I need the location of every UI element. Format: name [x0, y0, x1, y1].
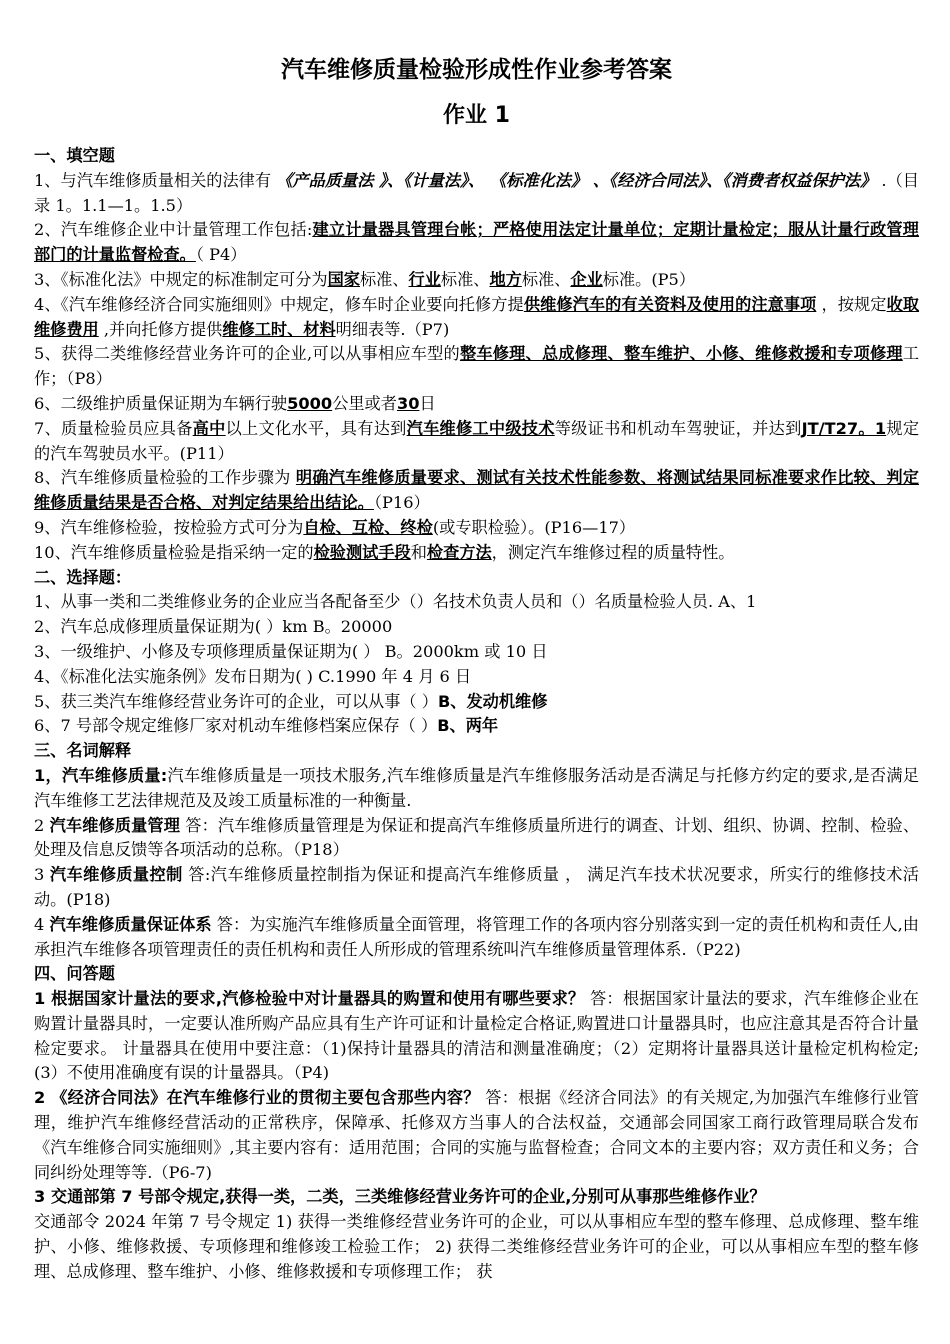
fill-blank-q9: 9、汽车维修检验，按检验方式可分为自检、互检、终检(或专职检验）。(P16—17） — [34, 517, 636, 537]
document-subtitle: 作业 1 — [443, 103, 510, 128]
fill-blank-q1: 1、与汽车维修质量相关的法律有 《产品质量法 》、《计量法》、 《标准化法》 、《经济合同法》、《消费者权益保护法》 .（目录 1。1.1—1。1.5） — [34, 170, 919, 215]
term-3: 3 汽车维修质量控制 答:汽车维修质量控制指为保证和提高汽车维修质量 ， 满足汽车技术状况要求，所实行的维修技术活动。(P18) — [34, 865, 919, 909]
fill-blank-q2: 2、汽车维修企业中计量管理工作包括:建立计量器具管理台帐；严格使用法定计量单位；定期计量检定；服从计量行政管理部门的计量监督检查。（ P4） — [34, 220, 919, 265]
choice-q2: 2、汽车总成修理质量保证期为( ）km B。20000 — [34, 617, 393, 637]
qa-2: 2 《经济合同法》在汽车维修行业的贯彻主要包含那些内容？ 答：根据《经济合同法》的有关规定,为加强汽车维修行业管理，维护汽车维修经营活动的正常秩序，保障承、托修双方当事人的合法权益，交通部会同国家工商行政管理局联合发布《汽车维修合同实施细则》,其主要内容有：适用范围；合同的实施与监督检查；合同文本的主要内容；双方责任和义务；合同纠纷处理等等.（P6-7) — [34, 1088, 919, 1182]
document-page — [34, 50, 919, 1285]
section-heading-fill-blank: 一、填空题 — [34, 146, 115, 165]
choice-q6: 6、7 号部令规定维修厂家对机动车维修档案应保存（ ）B、两年 — [34, 716, 499, 736]
choice-q5: 5、获三类汽车维修经营业务许可的企业，可以从事（ ）B、发动机维修 — [34, 691, 548, 711]
qa-3-answer: 交通部令 2024 年第 7 号令规定 1) 获得一类维修经营业务许可的企业，可以从事相应车型的整车修理、总成修理、整车维护、小修、维修救援、专项修理和维修竣工检验工作； 2) 获得二类维修经营业务许可的企业，可以从事相应车型的整车修理、总成修理、整车维护、小修、维修救援和专项修理工作； 获 — [34, 1212, 919, 1281]
section-heading-choice: 二、选择题： — [34, 567, 132, 587]
fill-blank-q10: 10、汽车维修质量检验是指采纳一定的检验测试手段和检查方法，测定汽车维修过程的质量特性。 — [34, 542, 735, 562]
choice-q4: 4、《标准化法实施条例》发布日期为( ) C.1990 年 4 月 6 日 — [34, 666, 472, 686]
fill-blank-q8: 8、汽车维修质量检验的工作步骤为 明确汽车维修质量要求、测试有关技术性能参数、将测试结果同标准要求作比较、判定维修质量结果是否合格、对判定结果给出结论。（P16） — [34, 468, 919, 513]
fill-blank-q3: 3、《标准化法》中规定的标准制定可分为国家标准、行业标准、地方标准、企业标准。(P5） — [34, 269, 696, 289]
qa-1: 1 根据国家计量法的要求,汽修检验中对计量器具的购置和使用有哪些要求？ 答：根据国家计量法的要求，汽车维修企业在购置计量器具时，一定要认准所购产品应具有生产许可证和计量检定合格证,购置进口计量器具时，也应注意其是否符合计量检定要求。 计量器具在使用中要注意：（1)保持计量器具的清洁和测量准确度；（2）定期将计量器具送计量检定机构检定;(3）不使用准确度有误的计量器具。（P4) — [34, 989, 919, 1083]
term-4: 4 汽车维修质量保证体系 答：为实施汽车维修质量全面管理，将管理工作的各项内容分别落实到一定的责任机构和责任人,由承担汽车维修各项管理责任的责任机构和责任人所形成的管理系统叫汽车维修质量管理体系.（P22) — [34, 914, 919, 959]
fill-blank-q7: 7、质量检验员应具备高中以上文化水平，具有达到汽车维修工中级技术等级证书和机动车驾驶证，并达到JT/T27。1规定的汽车驾驶员水平。(P11） — [34, 418, 920, 463]
section-heading-terms: 三、名词解释 — [34, 741, 132, 761]
document-title: 汽车维修质量检验形成性作业参考答案 — [281, 57, 672, 83]
fill-blank-q6: 6、二级维护质量保证期为车辆行驶5000公里或者30日 — [34, 393, 436, 413]
choice-q3: 3、一级维护、小修及专项修理质量保证期为( ） B。2000km 或 10 日 — [34, 641, 548, 661]
qa-3-question: 3 交通部第 7 号部令规定,获得一类，二类，三类维修经营业务许可的企业,分别可从事那些维修作业？ — [34, 1187, 766, 1207]
choice-q1: 1、从事一类和二类维修业务的企业应当各配备至少（）名技术负责人员和（）名质量检验人员. A、1 — [34, 592, 757, 612]
fill-blank-q5: 5、获得二类维修经营业务许可的企业,可以从事相应车型的整车修理、总成修理、整车维护、小修、维修救援和专项修理工作；（P8） — [34, 344, 919, 389]
term-2: 2 汽车维修质量管理 答：汽车维修质量管理是为保证和提高汽车维修质量所进行的调查、计划、组织、协调、控制、检验、处理及信息反馈等各项活动的总称。（P18） — [34, 815, 920, 860]
term-1: 1，汽车维修质量:汽车维修质量是一项技术服务,汽车维修质量是汽车维修服务活动是否满足与托修方约定的要求,是否满足汽车维修工艺法律规范及及竣工质量标准的一种衡量. — [34, 765, 919, 810]
section-heading-qa: 四、问答题 — [34, 964, 115, 984]
fill-blank-q4: 4、《汽车维修经济合同实施细则》中规定，修车时企业要向托修方提供维修汽车的有关资料及使用的注意事项 ，按规定收取维修费用 ,并向托修方提供维修工时、材料明细表等.（P7) — [34, 294, 920, 339]
